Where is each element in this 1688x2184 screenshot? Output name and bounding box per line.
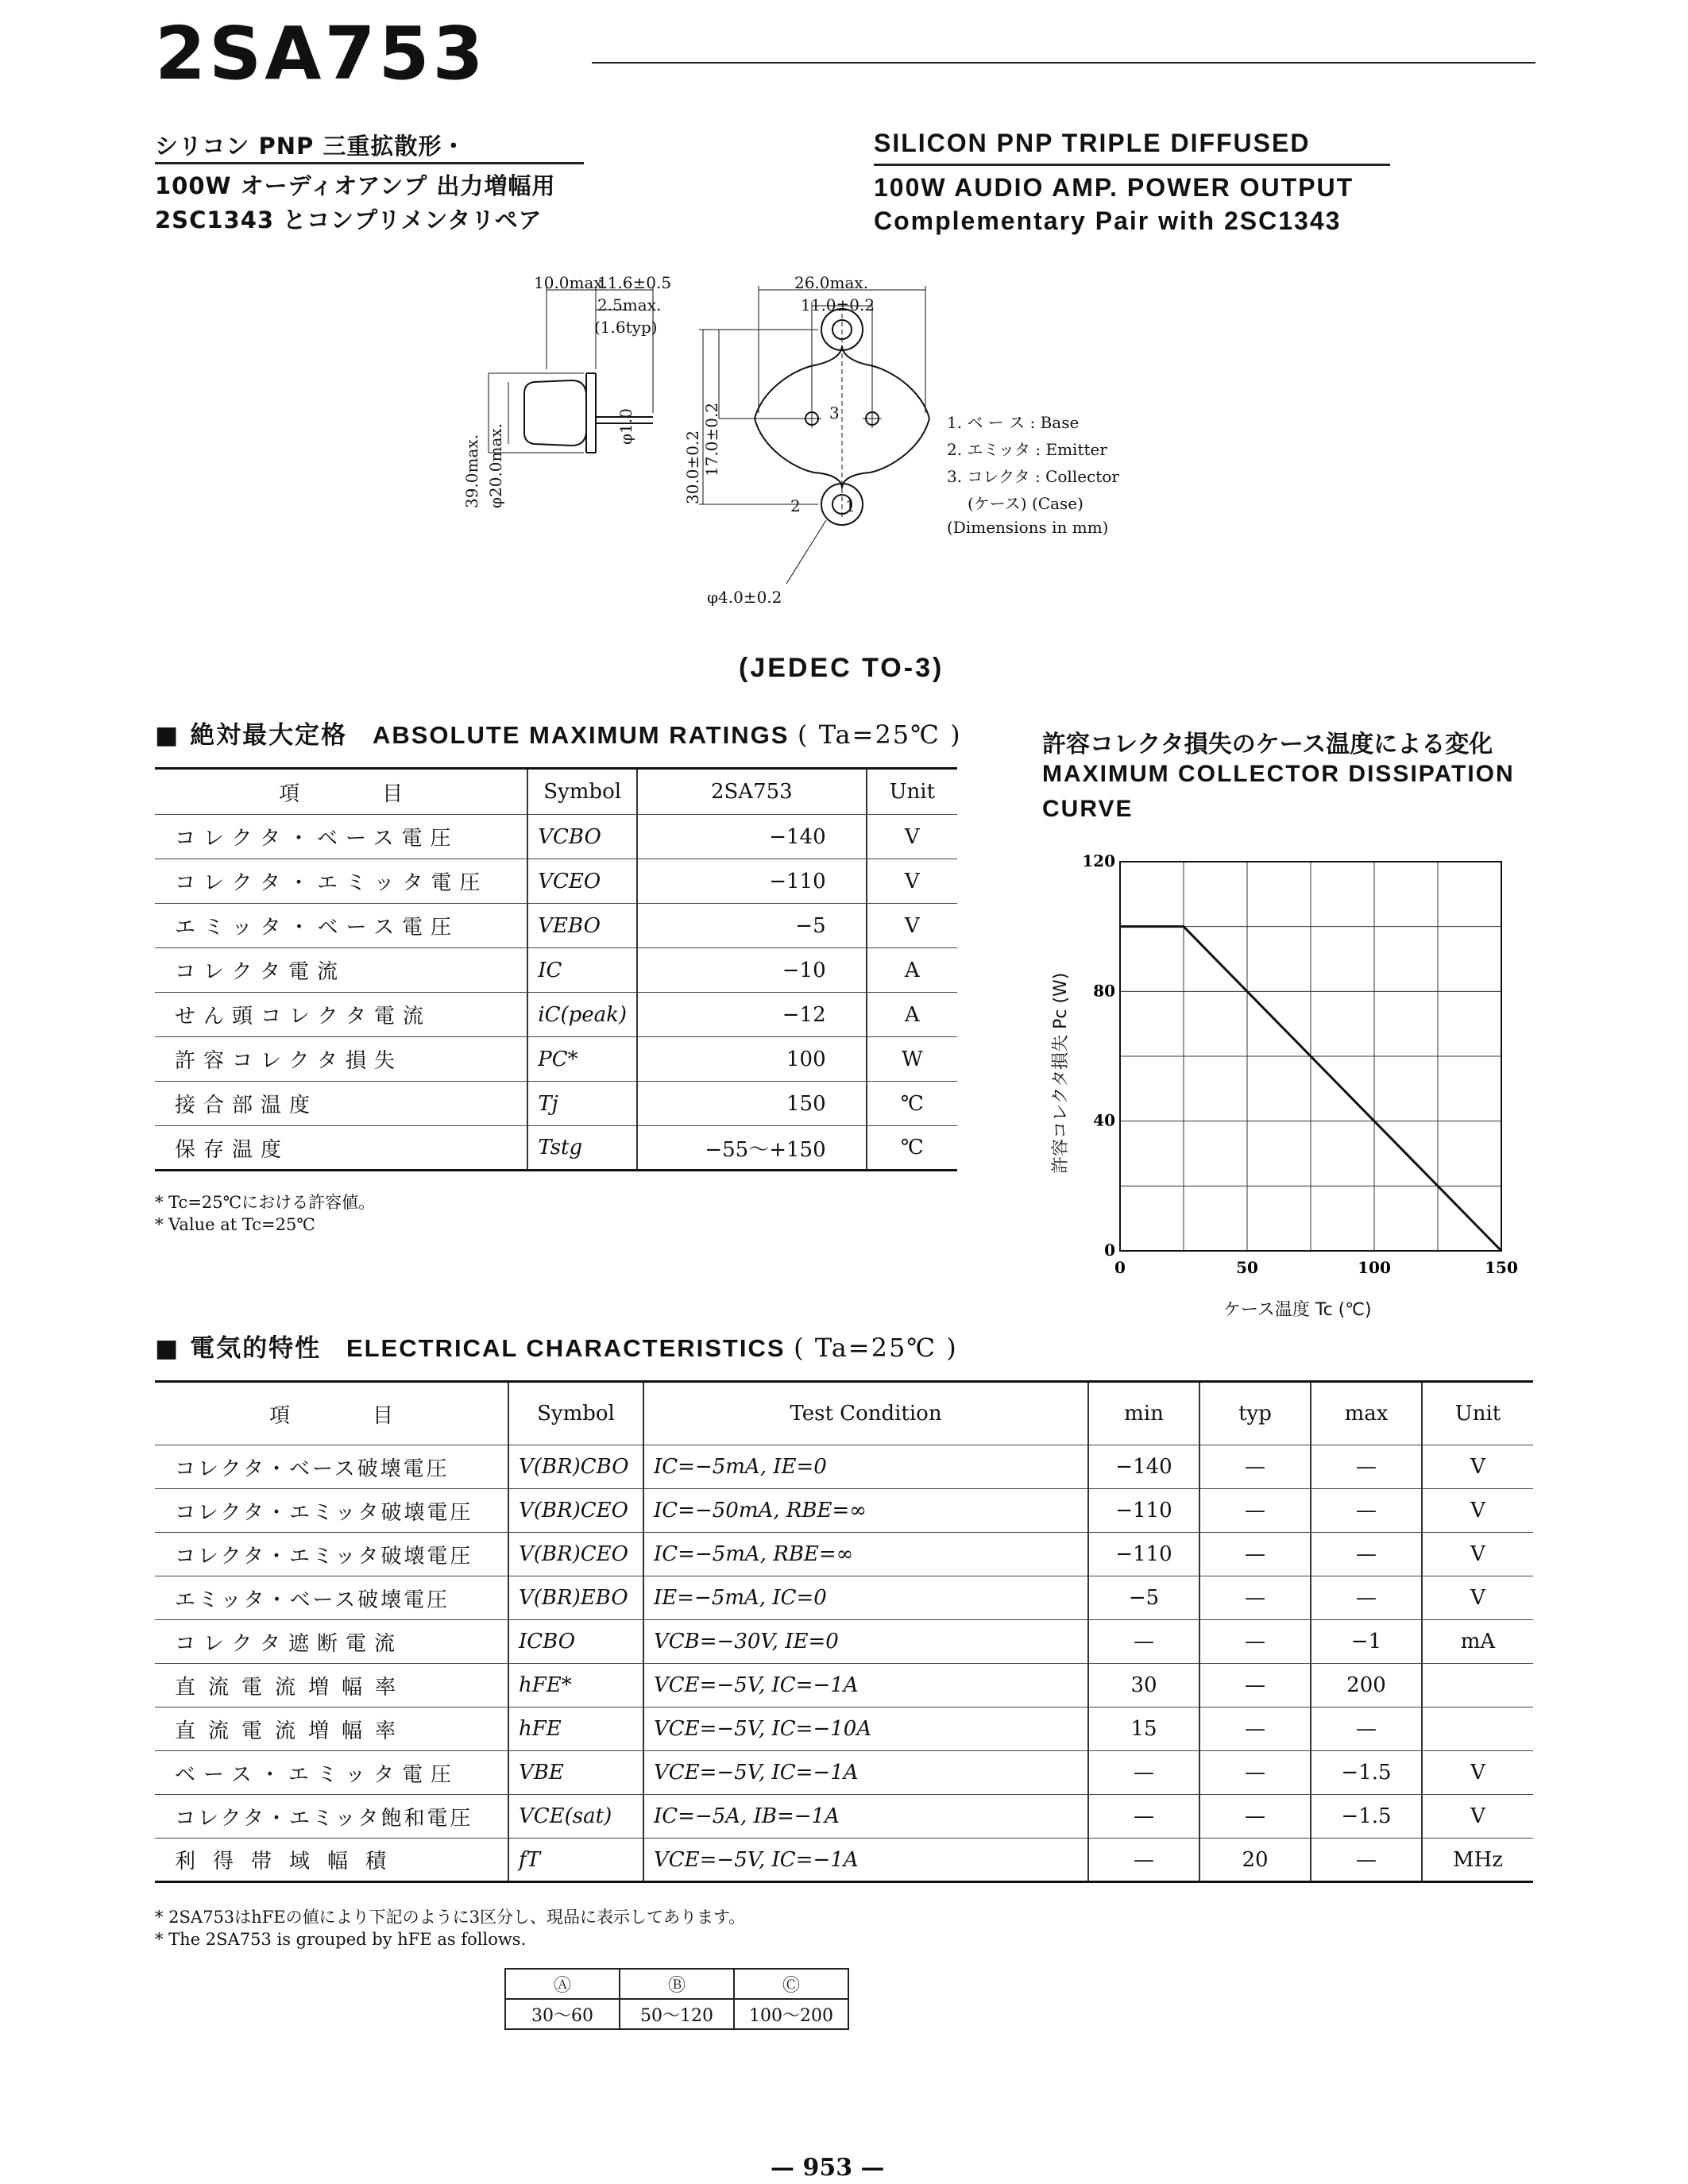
elec-typ: — [1199,1707,1311,1751]
pin-legend-3: 3. コレクタ : Collector [947,467,1119,486]
elec-condition: ( Ta=25℃ ) [794,1333,958,1363]
header-jp-line-2: 100W オーディオアンプ 出力増幅用 [155,172,556,199]
elec-condition: VCE=−5V, IC=−10A [643,1707,1088,1751]
elec-header-row [155,1382,1533,1445]
elec-item: 利得帯域幅積 [155,1839,508,1882]
elec-item: コレクタ・エミッタ破壊電圧 [155,1533,508,1576]
elec-min: — [1088,1620,1199,1664]
table-row [155,1126,957,1171]
header-jp-rule [155,162,584,164]
elec-max: — [1311,1576,1422,1620]
table-row [155,993,957,1037]
pin-number-2: 2 [790,496,801,515]
elec-item: コレクタ遮断電流 [155,1620,508,1664]
dim-30: 30.0±0.2 [683,430,702,504]
abs-value: −110 [637,859,867,904]
curve-ylabel: 許容コレクタ損失 Pc (W) [1051,972,1071,1174]
part-number-title: 2SA753 [155,11,487,96]
elec-unit: V [1422,1795,1533,1839]
elec-max: −1 [1311,1620,1422,1664]
abs-symbol: VCBO [527,815,637,859]
elec-condition: IC=−5mA, RBE=∞ [643,1533,1088,1576]
abs-unit: V [867,904,957,948]
elec-symbol: VBE [508,1751,643,1795]
abs-unit: ℃ [867,1082,957,1126]
y-tick-label: 0 [1104,1241,1115,1260]
hfe-group-table [504,1968,849,2030]
pin-number-3: 3 [829,403,840,423]
table-row [155,1445,1533,1489]
table-row [155,948,957,993]
elec-unit: MHz [1422,1839,1533,1882]
x-tick-label: 150 [1485,1258,1518,1277]
elec-symbol: V(BR)CBO [508,1445,643,1489]
elec-item: ベース・エミッタ電圧 [155,1751,508,1795]
elec-unit: V [1422,1445,1533,1489]
abs-value: 150 [637,1082,867,1126]
abs-max-header-row [155,769,957,815]
elec-table [155,1380,1533,1883]
abs-max-table [155,767,957,1171]
elec-max: −1.5 [1311,1751,1422,1795]
elec-max: — [1311,1839,1422,1882]
table-row [155,1795,1533,1839]
abs-symbol: Tj [527,1082,637,1126]
elec-max: — [1311,1707,1422,1751]
abs-max-note-jp: * Tc=25℃における許容値。 [155,1193,376,1212]
elec-typ: 20 [1199,1839,1311,1882]
elec-min: −140 [1088,1445,1199,1489]
elec-min: — [1088,1795,1199,1839]
table-row [155,1489,1533,1533]
elec-typ: — [1199,1664,1311,1707]
elec-condition: VCE=−5V, IC=−1A [643,1839,1088,1882]
elec-typ: — [1199,1751,1311,1795]
elec-typ: — [1199,1795,1311,1839]
elec-heading [155,1328,958,1364]
elec-title-en: ELECTRICAL CHARACTERISTICS [346,1334,786,1362]
dim-11-6: 11.6±0.5 [597,273,672,292]
elec-symbol: hFE [508,1707,643,1751]
elec-item: コレクタ・エミッタ飽和電圧 [155,1795,508,1839]
table-row [155,904,957,948]
elec-note-jp: * 2SA753はhFEの値により下記のように3区分し、現品に表示してあります。 [155,1908,746,1927]
abs-symbol: iC(peak) [527,993,637,1037]
elec-symbol: V(BR)CEO [508,1489,643,1533]
abs-item: コレクタ・エミッタ電圧 [155,859,527,904]
abs-unit: V [867,815,957,859]
abs-unit: V [867,859,957,904]
table-row [155,1664,1533,1707]
abs-max-title-en: ABSOLUTE MAXIMUM RATINGS [372,721,790,749]
elec-max: 200 [1311,1664,1422,1707]
abs-value: −140 [637,815,867,859]
y-tick-label: 80 [1093,981,1115,1001]
elec-symbol: fT [508,1839,643,1882]
table-row [155,1707,1533,1751]
hfe-group-header-row [505,1969,848,1999]
elec-unit: mA [1422,1620,1533,1664]
header-en-line-3: Complementary Pair with 2SC1343 [874,206,1342,235]
dim-phi1: φ1.0 [616,408,635,445]
elec-condition: VCB=−30V, IE=0 [643,1620,1088,1664]
abs-max-heading [155,715,962,751]
table-row [155,1533,1533,1576]
abs-max-title-jp: ■ 絶対最大定格 [155,721,348,750]
elec-header-item: 項 目 [155,1382,508,1445]
abs-symbol: Tstg [527,1126,637,1171]
table-row [155,1037,957,1082]
table-row [155,1839,1533,1882]
abs-value: 100 [637,1037,867,1082]
dissipation-curve-chart [1033,842,1541,1334]
abs-item: 接合部温度 [155,1082,527,1126]
elec-header-condition: Test Condition [643,1382,1088,1445]
abs-max-header-unit: Unit [867,769,957,815]
elec-unit: V [1422,1489,1533,1533]
dim-10max: 10.0max. [534,273,608,292]
abs-value: −5 [637,904,867,948]
elec-max: — [1311,1533,1422,1576]
y-tick-label: 120 [1082,851,1115,870]
elec-unit: V [1422,1751,1533,1795]
pin-number-1: 1 [845,496,856,515]
table-row [155,815,957,859]
elec-unit [1422,1707,1533,1751]
abs-item: コレクタ電流 [155,948,527,993]
table-row [155,1576,1533,1620]
curve-title-jp: 許容コレクタ損失のケース温度による変化 [1042,731,1493,758]
abs-unit: A [867,993,957,1037]
hfe-group-c: Ⓒ [734,1969,848,1999]
elec-title-jp: ■ 電気的特性 [155,1334,322,1363]
elec-typ: — [1199,1576,1311,1620]
elec-condition: IC=−5mA, IE=0 [643,1445,1088,1489]
elec-max: −1.5 [1311,1795,1422,1839]
abs-max-header-symbol: Symbol [527,769,637,815]
elec-condition: IE=−5mA, IC=0 [643,1576,1088,1620]
elec-symbol: VCE(sat) [508,1795,643,1839]
hfe-group-value-row [505,1999,848,2029]
abs-max-condition: ( Ta=25℃ ) [798,720,962,750]
elec-symbol: ICBO [508,1620,643,1664]
elec-min: — [1088,1839,1199,1882]
elec-symbol: V(BR)CEO [508,1533,643,1576]
elec-header-typ: typ [1199,1382,1311,1445]
elec-condition: IC=−50mA, RBE=∞ [643,1489,1088,1533]
elec-item: エミッタ・ベース破壊電圧 [155,1576,508,1620]
elec-condition: IC=−5A, IB=−1A [643,1795,1088,1839]
x-tick-label: 50 [1236,1258,1258,1277]
elec-min: 15 [1088,1707,1199,1751]
elec-typ: — [1199,1445,1311,1489]
dim-2-5max: 2.5max. [597,295,662,314]
elec-header-min: min [1088,1382,1199,1445]
curve-title-en-1: MAXIMUM COLLECTOR DISSIPATION [1042,761,1515,787]
dim-11-0: 11.0±0.2 [801,295,875,314]
elec-item: 直流電流増幅率 [155,1707,508,1751]
elec-item: コレクタ・エミッタ破壊電圧 [155,1489,508,1533]
header-en-rule [874,164,1390,166]
abs-max-header-item: 項 目 [155,769,527,815]
hfe-group-b: Ⓑ [620,1969,734,1999]
table-row [155,1082,957,1126]
abs-item: 許容コレクタ損失 [155,1037,527,1082]
abs-symbol: VCEO [527,859,637,904]
elec-unit: V [1422,1576,1533,1620]
elec-min: −110 [1088,1533,1199,1576]
header-en-line-1: SILICON PNP TRIPLE DIFFUSED [874,129,1311,157]
table-row [155,1620,1533,1664]
page-number: — 953 — [771,2154,885,2182]
elec-min: −110 [1088,1489,1199,1533]
abs-unit: W [867,1037,957,1082]
abs-item: エミッタ・ベース電圧 [155,904,527,948]
abs-symbol: IC [527,948,637,993]
pin-legend-2: 2. エミッタ : Emitter [947,440,1107,459]
pin-legend-dimensions: (Dimensions in mm) [947,518,1109,537]
pin-legend-1: 1. ベ ー ス : Base [947,413,1080,432]
jedec-label: (JEDEC TO-3) [739,653,944,683]
table-row [155,859,957,904]
abs-unit: A [867,948,957,993]
elec-condition: VCE=−5V, IC=−1A [643,1664,1088,1707]
elec-min: — [1088,1751,1199,1795]
pin-legend-case: (ケース) (Case) [968,494,1083,513]
abs-item: 保存温度 [155,1126,527,1171]
hfe-range-c: 100〜200 [734,1999,848,2029]
title-rule [592,62,1535,64]
elec-max: — [1311,1445,1422,1489]
dim-phi4: φ4.0±0.2 [707,588,782,607]
abs-max-header-part: 2SA753 [637,769,867,815]
elec-symbol: V(BR)EBO [508,1576,643,1620]
header-jp-line-1: シリコン PNP 三重拡散形・ [155,133,466,160]
abs-symbol: VEBO [527,904,637,948]
header-en-line-2: 100W AUDIO AMP. POWER OUTPUT [874,173,1354,202]
elec-unit: V [1422,1533,1533,1576]
curve-xlabel: ケース温度 Tc (℃) [1223,1300,1372,1320]
dim-39max: 39.0max. [462,434,481,508]
elec-header-unit: Unit [1422,1382,1533,1445]
elec-header-symbol: Symbol [508,1382,643,1445]
dim-26max: 26.0max. [794,273,869,292]
elec-max: — [1311,1489,1422,1533]
abs-symbol: PC* [527,1037,637,1082]
abs-value: −55〜+150 [637,1126,867,1171]
hfe-group-a: Ⓐ [505,1969,620,1999]
table-row [155,1751,1533,1795]
abs-unit: ℃ [867,1126,957,1171]
abs-value: −12 [637,993,867,1037]
abs-item: せん頭コレクタ電流 [155,993,527,1037]
header-jp-line-3: 2SC1343 とコンプリメンタリペア [155,206,543,233]
elec-min: 30 [1088,1664,1199,1707]
curve-title-en-2: CURVE [1042,796,1134,822]
dim-1-6typ: (1.6typ) [594,318,658,337]
elec-header-max: max [1311,1382,1422,1445]
elec-item: 直流電流増幅率 [155,1664,508,1707]
elec-typ: — [1199,1533,1311,1576]
x-tick-label: 0 [1114,1258,1126,1277]
hfe-range-a: 30〜60 [505,1999,620,2029]
elec-typ: — [1199,1620,1311,1664]
x-tick-label: 100 [1358,1258,1391,1277]
elec-min: −5 [1088,1576,1199,1620]
elec-typ: — [1199,1489,1311,1533]
y-tick-label: 40 [1093,1110,1115,1130]
dim-phi20max: φ20.0max. [486,423,505,508]
dim-17: 17.0±0.2 [702,402,721,477]
elec-condition: VCE=−5V, IC=−1A [643,1751,1088,1795]
abs-value: −10 [637,948,867,993]
hfe-range-b: 50〜120 [620,1999,734,2029]
elec-note-en: * The 2SA753 is grouped by hFE as follows. [155,1930,527,1949]
elec-item: コレクタ・ベース破壊電圧 [155,1445,508,1489]
abs-max-note-en: * Value at Tc=25℃ [155,1215,315,1234]
abs-item: コレクタ・ベース電圧 [155,815,527,859]
elec-symbol: hFE* [508,1664,643,1707]
elec-unit [1422,1664,1533,1707]
